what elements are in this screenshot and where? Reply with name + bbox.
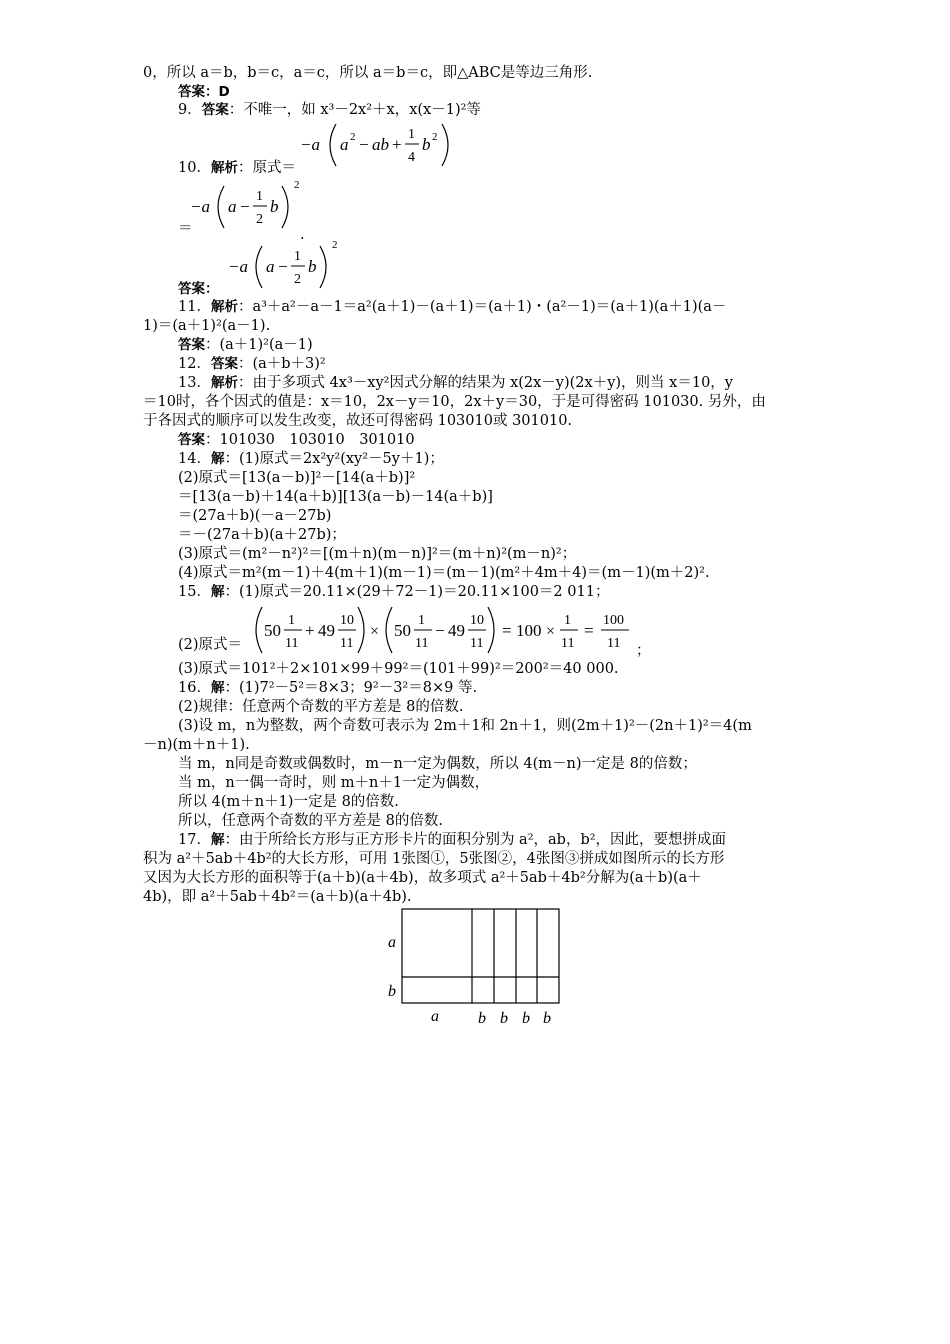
eq-op: +: [305, 621, 315, 640]
text-line: 9．答案：不唯一，如 x³－2x²＋x，x(x－1)²等: [178, 102, 481, 118]
text-line: ＝－(27a＋b)(a＋27b)；: [178, 527, 346, 543]
text-line: 于各因式的顺序可以发生改变，故还可得密码 103010或 301010.: [143, 413, 573, 429]
text-line: 积为 a²＋5ab＋4b²的大长方形，可用 1张图①，5张图②，4张图③拼成如图所示的长方形: [143, 851, 725, 867]
fraction-numerator: 1: [294, 249, 301, 264]
bold-label: 解: [210, 680, 225, 696]
bold-label: 答案: [201, 102, 229, 118]
bold-label: 解析: [210, 375, 238, 391]
rectangle-diagram: [380, 905, 580, 1029]
bold-label: 解析: [210, 160, 238, 176]
text-line: 当 m，n一偶一奇时，则 m＋n＋1一定为偶数，: [178, 775, 490, 791]
eq-whole: 100: [516, 621, 542, 640]
right-paren: [358, 607, 364, 653]
text-line: ＝(27a＋b)(－a－27b): [178, 508, 332, 524]
fraction-denominator: 11: [470, 636, 484, 651]
equation-10-answer: [228, 236, 348, 296]
fraction-numerator: 1: [418, 613, 425, 628]
text-line: (2)原式＝: [178, 637, 243, 653]
equation-15-2: [252, 603, 637, 661]
fraction-numerator: 100: [603, 613, 624, 628]
text-line: (3)原式＝(m²－n²)²＝[(m＋n)(m－n)]²＝(m＋n)²(m－n)²；: [178, 546, 577, 562]
right-paren: [282, 186, 288, 228]
text-line: 答案：101030 103010 301010: [178, 432, 415, 448]
fraction-numerator: 10: [470, 613, 484, 628]
bottom-label-b: b: [500, 1010, 508, 1025]
eq-op: +: [392, 135, 402, 154]
eq-exp: 2: [432, 131, 438, 143]
text-line: ＝[13(a－b)＋14(a＋b)][13(a－b)－14(a＋b)]: [178, 489, 493, 505]
fraction-denominator: 2: [294, 272, 301, 287]
text-line: 4b)，即 a²＋5ab＋4b²＝(a＋b)(a＋4b).: [143, 889, 412, 905]
bold-label: 答案: [178, 432, 205, 448]
text-line: 1)＝(a＋1)²(a－1).: [143, 318, 271, 334]
eq-term: b: [270, 197, 279, 216]
bold-label: 答案: [210, 356, 238, 372]
bottom-label-b: b: [522, 1010, 530, 1025]
text-line: 0，所以 a＝b，b＝c，a＝c，所以 a＝b＝c，即△ABC是等边三角形.: [143, 65, 593, 81]
text-line: 13．解析：由于多项式 4x³－xy²因式分解的结果为 x(2x－y)(2x＋y)，则当 x＝10，y: [178, 375, 733, 391]
text-line: (2)规律：任意两个奇数的平方差是 8的倍数.: [178, 699, 464, 715]
eq-whole: 49: [318, 621, 335, 640]
fraction-denominator: 4: [408, 150, 415, 165]
text-line: 16．解：(1)7²－5²＝8×3；9²－3²＝8×9 等.: [178, 680, 478, 696]
eq-term: b: [422, 135, 431, 154]
bold-label: 解: [210, 584, 225, 600]
text-line: (2)原式＝[13(a－b)]²－[14(a＋b)]²: [178, 470, 416, 486]
text-line: 当 m，n同是奇数或偶数时，m－n一定为偶数，所以 4(m－n)一定是 8的倍数；: [178, 756, 697, 772]
eq-coef: −a: [228, 257, 248, 276]
eq-coef: −a: [300, 135, 320, 154]
fraction-denominator: 11: [285, 636, 299, 651]
text-line: 10．解析：原式＝: [178, 160, 296, 176]
right-paren: [320, 246, 326, 288]
eq-term: a: [340, 135, 349, 154]
left-paren: [256, 607, 262, 653]
eq-op: =: [584, 621, 594, 640]
side-label-a: a: [388, 934, 396, 951]
bottom-label-a: a: [431, 1008, 439, 1025]
fraction-numerator: 10: [340, 613, 354, 628]
fraction-denominator: 11: [415, 636, 429, 651]
fraction-numerator: 1: [288, 613, 295, 628]
text-line: 11．解析：a³＋a²－a－1＝a²(a＋1)－(a＋1)＝(a＋1)・(a²－1)＝(a＋1)(a＋1)(a－: [178, 299, 727, 315]
eq-exp: 2: [350, 131, 356, 143]
eq-op: ×: [370, 623, 380, 640]
fraction-denominator: 11: [340, 636, 354, 651]
outer-rectangle: [402, 909, 559, 1003]
fraction-denominator: 11: [561, 636, 575, 651]
eq-whole: 50: [264, 621, 281, 640]
text-line: 所以，任意两个奇数的平方差是 8的倍数.: [178, 813, 443, 829]
text-line: (3)设 m，n为整数，两个奇数可表示为 2m＋1和 2n＋1，则(2m＋1)²－(2n＋1)²＝4(m: [178, 718, 752, 734]
eq-whole: 50: [394, 621, 411, 640]
eq-op: −: [359, 135, 369, 154]
fraction-denominator: 2: [256, 212, 263, 227]
bottom-label-b: b: [543, 1010, 551, 1025]
bold-label: 解: [210, 451, 225, 467]
bottom-label-b: b: [478, 1010, 486, 1025]
text-line: －n)(m＋n＋1).: [143, 737, 250, 753]
fraction-numerator: 1: [564, 613, 571, 628]
text-line: ；: [636, 643, 651, 659]
eq-term: a: [228, 197, 237, 216]
answer-line: 答案：D: [178, 84, 230, 100]
text-line: 12．答案：(a＋b＋3)²: [178, 356, 326, 372]
bold-label: 答案: [178, 337, 205, 353]
left-paren: [386, 607, 392, 653]
fraction-numerator: 1: [256, 189, 263, 204]
text-line: 15．解：(1)原式＝20.11×(29＋72－1)＝20.11×100＝2 011；: [178, 584, 610, 600]
equation-10-line-2: [190, 176, 310, 236]
fraction-denominator: 11: [607, 636, 621, 651]
eq-op: −: [240, 197, 250, 216]
equation-10-line-1: [300, 118, 470, 176]
eq-op: −: [278, 257, 288, 276]
right-paren: [442, 124, 448, 166]
text-line: ＝10时，各个因式的值是：x＝10，2x－y＝10，2x＋y＝30，于是可得密码 101030. 另外，由: [143, 394, 766, 410]
eq-term: a: [266, 257, 275, 276]
text-line: .: [300, 227, 305, 243]
text-line: 答案：(a＋1)²(a－1): [178, 337, 313, 353]
eq-exp: 2: [294, 179, 300, 191]
bold-label: 解析: [210, 299, 238, 315]
left-paren: [256, 246, 262, 288]
eq-term: b: [308, 257, 317, 276]
eq-coef: −a: [190, 197, 210, 216]
right-paren: [488, 607, 494, 653]
eq-op: −: [435, 621, 445, 640]
bold-label: 解: [210, 832, 225, 848]
text-line: 17．解：由于所给长方形与正方形卡片的面积分别为 a²，ab，b²，因此，要想拼成面: [178, 832, 727, 848]
eq-term: ab: [372, 135, 389, 154]
eq-exp: 2: [332, 239, 338, 251]
text-line: 所以 4(m＋n＋1)一定是 8的倍数.: [178, 794, 399, 810]
left-paren: [330, 124, 336, 166]
fraction-numerator: 1: [408, 127, 415, 142]
eq-op: =: [502, 621, 512, 640]
answer-line: 答案：: [178, 281, 219, 297]
text-line: ＝: [178, 221, 193, 237]
left-paren: [218, 186, 224, 228]
eq-whole: 49: [448, 621, 465, 640]
text-line: (4)原式＝m²(m－1)＋4(m＋1)(m－1)＝(m－1)(m²＋4m＋4)＝(m－1)(m＋2)².: [178, 565, 710, 581]
text-line: 又因为大长方形的面积等于(a＋b)(a＋4b)，故多项式 a²＋5ab＋4b²分解为(a＋b)(a＋: [143, 870, 702, 886]
text-line: 14．解：(1)原式＝2x²y²(xy²－5y＋1)；: [178, 451, 444, 467]
side-label-b: b: [388, 983, 396, 1000]
eq-op: ×: [546, 623, 556, 640]
text-line: (3)原式＝101²＋2×101×99＋99²＝(101＋99)²＝200²＝40 000.: [178, 661, 619, 677]
